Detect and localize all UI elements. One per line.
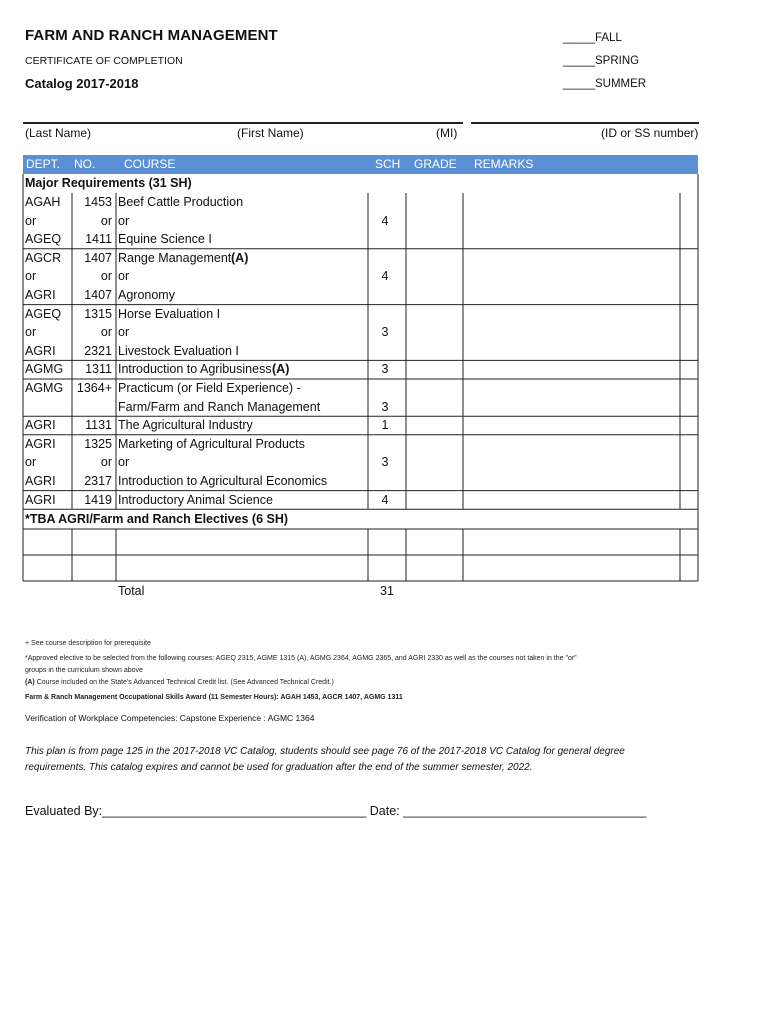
- dept-cell: AGMG: [25, 362, 64, 377]
- dept-cell: or: [25, 213, 37, 228]
- course-title-cell: Introduction to Agribusiness: [118, 362, 272, 377]
- column-sch: SCH: [375, 157, 401, 171]
- dept-cell: AGRI: [25, 436, 56, 451]
- first-name-label: (First Name): [237, 126, 304, 140]
- course-title-cell: or: [118, 269, 130, 284]
- dept-cell: AGRI: [25, 492, 56, 507]
- course-title-cell: The Agricultural Industry: [118, 418, 253, 433]
- sch-cell: 1: [381, 418, 389, 433]
- dept-cell: or: [25, 269, 37, 284]
- course-title-cell: or: [118, 325, 130, 340]
- footnote-approved-electives: *Approved elective to be selected from the following courses: AGEQ 2315, AGME 1315 (A), AGMG 2364, AGMG 2365, and AGRI 2330 as well as the courses not taken in the "or": [25, 655, 577, 662]
- dept-cell: or: [25, 325, 37, 340]
- last-name-label: (Last Name): [25, 126, 92, 140]
- course-title-cell: Equine Science I: [118, 232, 212, 247]
- course-title-cell: or: [118, 455, 130, 470]
- course-number-cell: 1325: [84, 436, 112, 451]
- sch-cell: 4: [381, 492, 389, 507]
- course-title-cell: Range Management: [118, 250, 232, 265]
- column-dept: DEPT.: [26, 157, 61, 171]
- id-label: (ID or SS number): [601, 126, 699, 140]
- footnote-atc: [25, 679, 334, 686]
- course-title-cell: Farm/Farm and Ranch Management: [118, 399, 321, 414]
- course-number-cell: or: [100, 213, 112, 228]
- course-number-cell: or: [100, 325, 112, 340]
- course-title-cell: Introductory Animal Science: [118, 492, 273, 507]
- course-number-cell: 2321: [84, 343, 112, 358]
- dept-cell: AGMG: [25, 381, 64, 395]
- dept-cell: AGRI: [25, 418, 56, 433]
- dept-cell: AGCR: [25, 250, 62, 265]
- course-number-cell: 1419: [84, 492, 112, 507]
- sch-cell: 4: [381, 269, 389, 284]
- course-number-cell: 1311: [85, 362, 112, 377]
- course-number-cell: 2317: [84, 474, 112, 488]
- atc-marker: (A): [25, 679, 35, 686]
- electives-heading: *TBA AGRI/Farm and Ranch Electives (6 SH): [25, 512, 289, 526]
- course-title-cell: Beef Cattle Production: [118, 195, 244, 209]
- evaluated-by-line[interactable]: Evaluated By:______________________________________ Date: ___________________________________: [25, 804, 647, 818]
- atc-text: Course included on the State's Advanced Technical Credit list. (See Advanced Technical Credit.): [34, 679, 334, 686]
- course-number-cell: or: [100, 269, 112, 284]
- footnote-approved-electives-cont: groups in the curriculum shown above: [25, 667, 143, 674]
- course-title-cell: Livestock Evaluation I: [118, 343, 239, 358]
- course-number-cell: 1407: [84, 250, 112, 265]
- course-number-cell: 1315: [84, 306, 112, 321]
- column-no: NO.: [74, 157, 96, 171]
- column-grade: GRADE: [414, 157, 457, 171]
- footnote-skills-award: Farm & Ranch Management Occupational Skills Award (11 Semester Hours): AGAH 1453, AGCR 1407, AGMG 1311: [25, 694, 403, 701]
- dept-cell: AGEQ: [25, 306, 62, 321]
- column-remarks: REMARKS: [474, 157, 534, 171]
- footnote-prerequisite: + See course description for prerequisite: [25, 640, 151, 647]
- course-title-cell: Marketing of Agricultural Products: [118, 436, 305, 451]
- course-title-cell: Agronomy: [118, 288, 175, 302]
- total-sch: 31: [380, 584, 394, 598]
- atc-marker: (A): [231, 250, 249, 265]
- course-number-cell: 1364+: [76, 381, 112, 395]
- sch-cell: 3: [381, 455, 389, 470]
- dept-cell: AGEQ: [25, 232, 62, 247]
- dept-cell: AGAH: [25, 195, 61, 209]
- course-number-cell: 1453: [84, 195, 112, 209]
- mi-label: (MI): [436, 126, 458, 140]
- course-title-cell: or: [118, 213, 130, 228]
- catalog-year: Catalog 2017-2018: [25, 76, 139, 91]
- course-number-cell: 1131: [85, 418, 112, 433]
- course-title-cell: Horse Evaluation I: [118, 306, 221, 321]
- total-label: Total: [118, 584, 145, 598]
- sch-cell: 3: [381, 399, 389, 414]
- column-course: COURSE: [124, 157, 176, 171]
- course-title-cell: Practicum (or Field Experience) -: [118, 381, 301, 395]
- term-summer[interactable]: _____SUMMER: [563, 78, 647, 90]
- catalog-plan-note: This plan is from page 125 in the 2017-2018 VC Catalog, students should see page 76 of the 2017-2018 VC Catalog for general degree requirements. This catalog expires and cannot be used for graduation after the end of the summer semester, 2022.: [25, 746, 625, 773]
- sch-cell: 4: [381, 213, 389, 228]
- dept-cell: AGRI: [25, 474, 56, 488]
- sch-cell: 3: [381, 362, 389, 377]
- dept-cell: or: [25, 455, 37, 470]
- course-number-cell: 1411: [85, 232, 112, 247]
- document-title: FARM AND RANCH MANAGEMENT: [25, 27, 278, 44]
- term-spring[interactable]: _____SPRING: [563, 55, 640, 67]
- document-subtitle: CERTIFICATE OF COMPLETION: [25, 55, 183, 67]
- dept-cell: AGRI: [25, 343, 56, 358]
- major-requirements-heading: Major Requirements (31 SH): [25, 176, 192, 190]
- sch-cell: 3: [381, 325, 389, 340]
- atc-marker: (A): [272, 362, 290, 377]
- course-number-cell: 1407: [84, 288, 112, 302]
- course-title-cell: Introduction to Agricultural Economics: [118, 474, 328, 488]
- term-fall[interactable]: _____FALL: [563, 32, 622, 44]
- course-number-cell: or: [100, 455, 112, 470]
- verification-note: Verification of Workplace Competencies: Capstone Experience : AGMC 1364: [25, 713, 315, 723]
- dept-cell: AGRI: [25, 288, 56, 302]
